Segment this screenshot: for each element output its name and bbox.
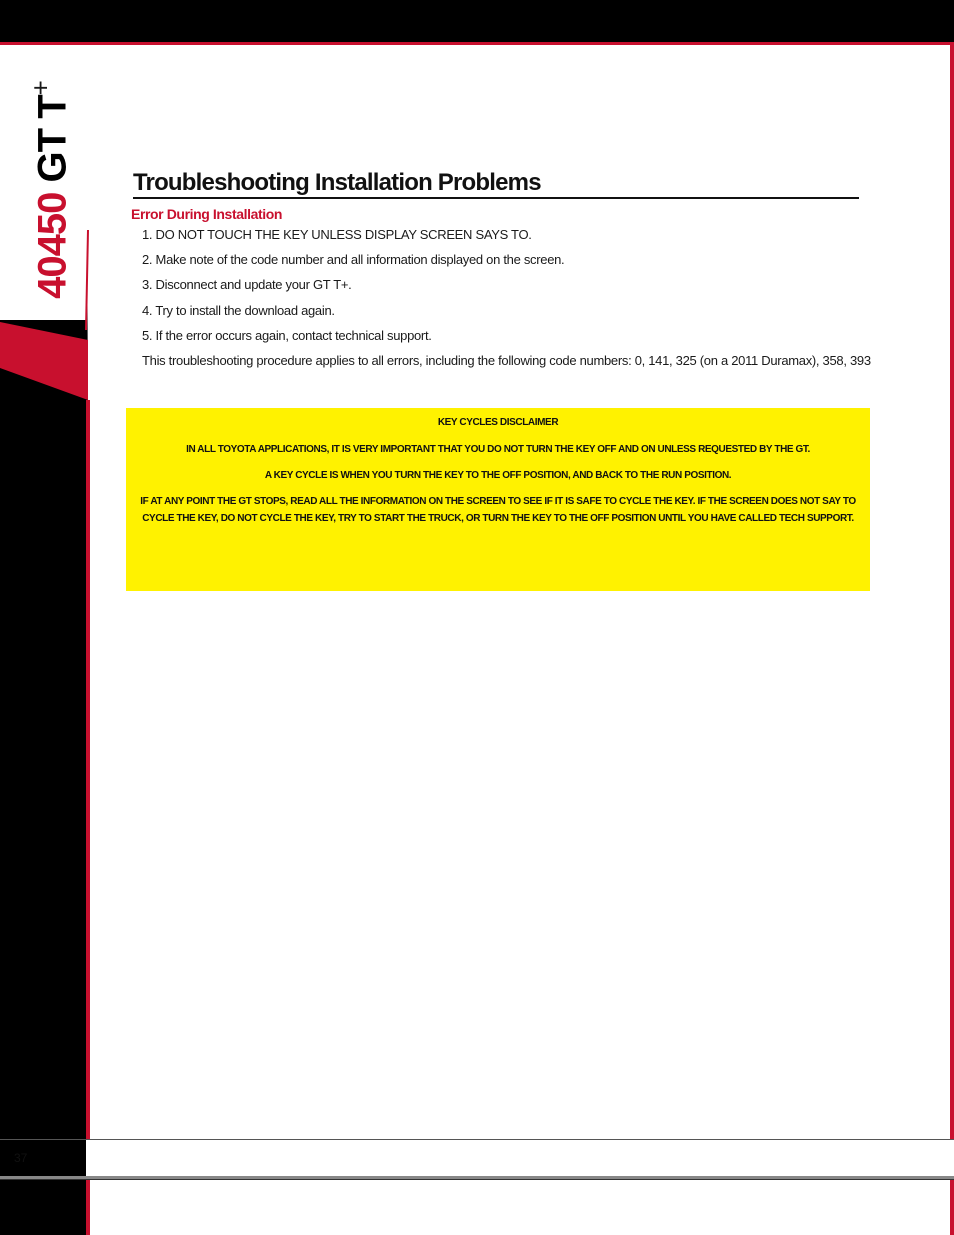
- disclaimer-heading: KEY CYCLES DISCLAIMER: [437, 417, 559, 428]
- footer-band-edge: [0, 1179, 954, 1180]
- step-item: 5. If the error occurs again, contact technical support.: [142, 328, 432, 343]
- model-number: 40450: [30, 192, 75, 299]
- step-item: 3. Disconnect and update your GT T+.: [142, 277, 352, 292]
- sidebar-model-title: [25, 81, 75, 299]
- page-number: 37: [14, 1151, 28, 1165]
- header-accent-line: [0, 42, 954, 45]
- disclaimer-line: IN ALL TOYOTA APPLICATIONS, IT IS VERY IMPORTANT THAT YOU DO NOT TURN THE KEY OFF AND ON UNLESS REQUESTED BY THE GT.: [186, 444, 810, 455]
- procedure-note: This troubleshooting procedure applies to all errors, including the following code numbers: 0, 141, 325 (on a 2011 Duramax), 358, 393: [142, 353, 871, 368]
- right-accent-border-lower: [950, 1180, 954, 1235]
- sidebar-red-line-lower: [86, 1180, 90, 1235]
- footer-divider: [0, 1139, 954, 1140]
- step-item: 2. Make note of the code number and all information displayed on the screen.: [142, 252, 565, 267]
- disclaimer-line: A KEY CYCLE IS WHEN YOU TURN THE KEY TO THE OFF POSITION, AND BACK TO THE RUN POSITION.: [264, 470, 732, 481]
- model-superscript: +: [25, 81, 56, 96]
- page-title: Troubleshooting Installation Problems: [133, 169, 859, 199]
- step-item: 1. DO NOT TOUCH THE KEY UNLESS DISPLAY SCREEN SAYS TO.: [142, 227, 532, 242]
- key-cycles-disclaimer: [126, 408, 870, 591]
- sidebar-red-line: [86, 400, 90, 1140]
- right-accent-border: [950, 45, 954, 1140]
- step-item: 4. Try to install the download again.: [142, 303, 335, 318]
- disclaimer-line: IF AT ANY POINT THE GT STOPS, READ ALL THE INFORMATION ON THE SCREEN TO SEE IF IT IS SAFE TO CYCLE THE KEY. IF THE SCREEN DOES NOT SAY TO CYCLE THE KEY, DO NOT CYCLE THE KEY, TRY TO START THE TRUCK, OR TURN THE KEY TO THE OFF POSITION UNTIL YOU HAVE CALLED TECH SUPPORT.: [140, 496, 856, 524]
- section-title: Error During Installation: [131, 206, 283, 222]
- model-name: GT T: [30, 95, 75, 183]
- header-bar: [0, 0, 954, 42]
